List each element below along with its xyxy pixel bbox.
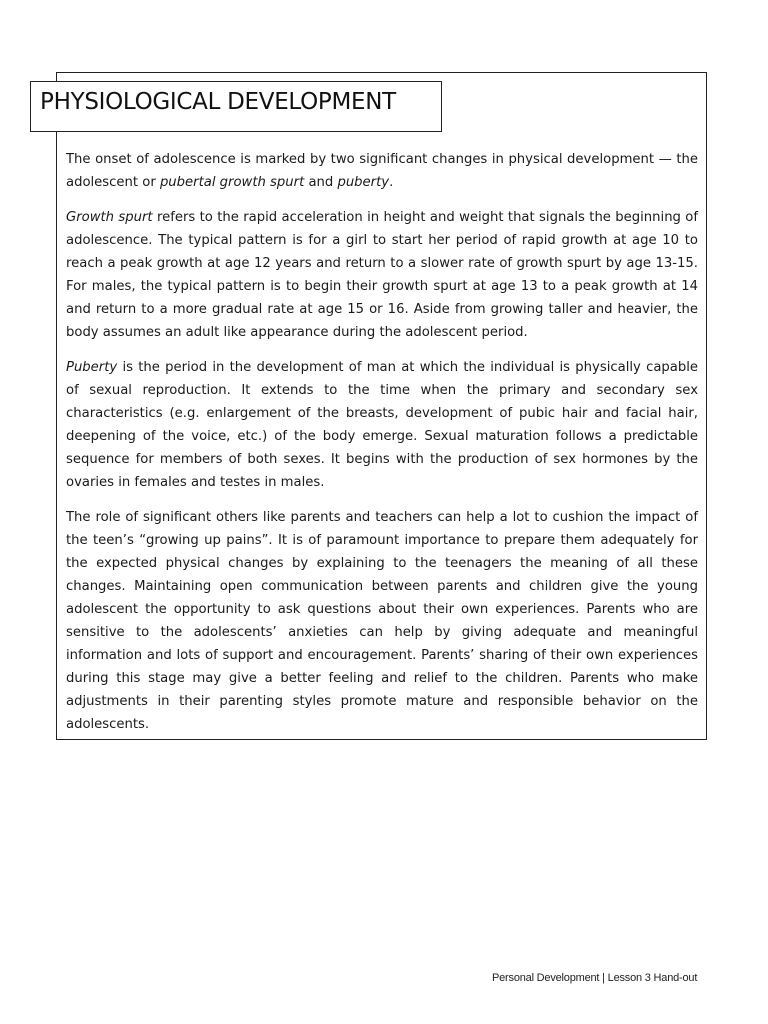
paragraph-onset-conjunction: and — [304, 175, 338, 190]
paragraph-puberty-text: is the period in the development of man at which the individual is physically capable of sexual reproduction. It extends to the time when the primary and secondary sex characteristics (e.g. enlargement of the breasts, development of pubic hair and facial hair, deepening of the voice, etc.) of the body emerge. Sexual maturation follows a predictable sequence for members of both sexes. It begins with the production of sex hormones by the ovaries in females and testes in males. — [66, 360, 698, 490]
paragraph-puberty — [66, 356, 698, 494]
term-growth-spurt: Growth spurt — [66, 210, 153, 225]
paragraph-growth-spurt — [66, 206, 698, 344]
term-puberty-heading: Puberty — [66, 360, 118, 375]
page-footer: Personal Development | Lesson 3 Hand-out — [492, 972, 698, 984]
title-box — [30, 81, 442, 132]
term-puberty: puberty — [337, 175, 390, 190]
paragraph-onset-end: . — [389, 175, 394, 190]
body-text — [66, 148, 698, 748]
term-pubertal-growth-spurt: pubertal growth spurt — [159, 175, 305, 190]
paragraph-onset-text: The onset of adolescence is marked by two significant changes in physical development — the adolescent or — [66, 152, 698, 190]
page-title: PHYSIOLOGICAL DEVELOPMENT — [40, 89, 396, 115]
paragraph-growth-spurt-text: refers to the rapid acceleration in height and weight that signals the beginning of adolescence. The typical pattern is for a girl to start her period of rapid growth at age 10 to reach a peak growth at age 12 years and return to a slower rate of growth spurt by age 13-15. For males, the typical pattern is to begin their growth spurt at age 13 to a peak growth at 14 and return to a more gradual rate at age 15 or 16. Aside from growing taller and heavier, the body assumes an adult like appearance during the adolescent period. — [66, 210, 698, 340]
paragraph-onset — [66, 148, 698, 194]
paragraph-significant-others: The role of significant others like parents and teachers can help a lot to cushion the impact of the teen’s “growing up pains”. It is of paramount importance to prepare them adequately for the expected physical changes by explaining to the teenagers the meaning of all these changes. Maintaining open communication between parents and children give the young adolescent the opportunity to ask questions about their own experiences. Parents who are sensitive to the adolescents’ anxieties can help by giving adequate and meaningful information and lots of support and encouragement. Parents’ sharing of their own experiences during this stage may give a better feeling and relief to the children. Parents who make adjustments in their parenting styles promote mature and responsible behavior on the adolescents. — [66, 510, 698, 732]
